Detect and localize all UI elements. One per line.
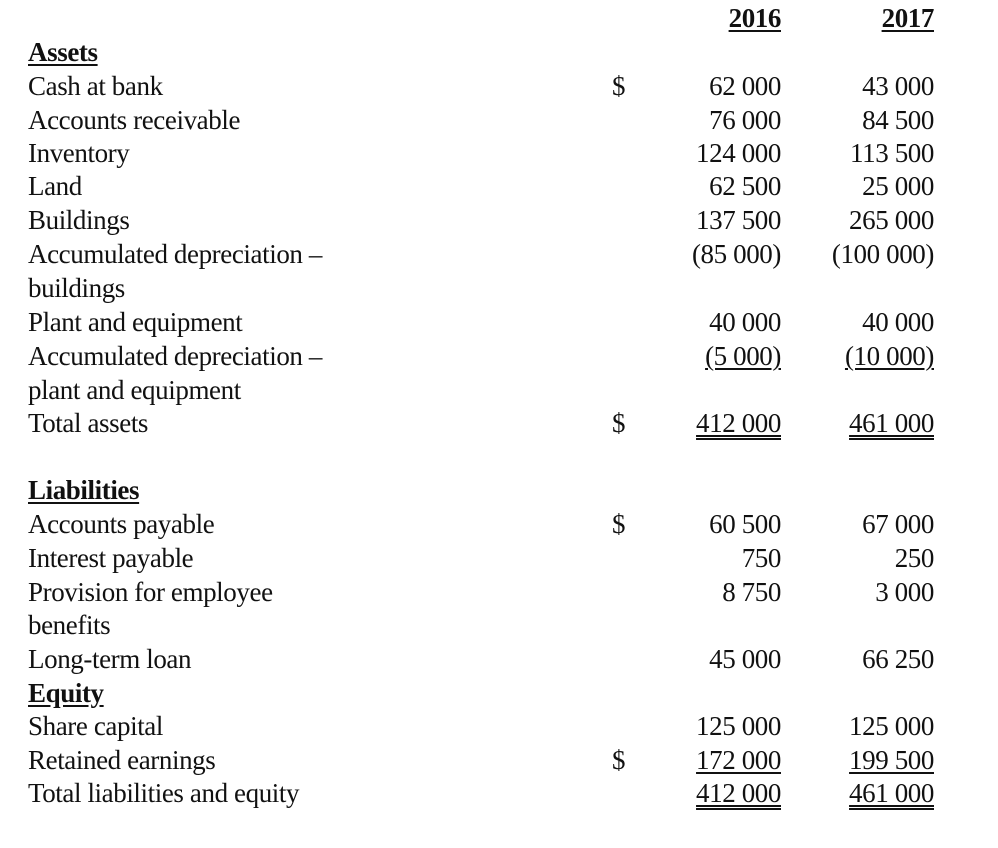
inventory-2017: 113 500	[850, 138, 934, 168]
acc-dep-plant-label-1: Accumulated depreciation –	[28, 341, 322, 371]
acc-dep-plant-2016: (5 000)	[705, 341, 781, 371]
liabilities-heading: Liabilities	[28, 475, 140, 505]
buildings-2016: 137 500	[696, 205, 781, 235]
payable-currency: $	[612, 509, 626, 539]
loan-2016: 45 000	[709, 644, 781, 674]
acc-dep-plant-2017: (10 000)	[844, 341, 934, 371]
share-capital-2016: 125 000	[696, 711, 781, 741]
total-liab-equity-label: Total liabilities and equity	[28, 778, 300, 808]
total-liab-equity-2017: 461 000	[849, 778, 934, 808]
year-2017-header: 2017	[881, 3, 934, 33]
retained-2017: 199 500	[849, 745, 934, 775]
plant-label: Plant and equipment	[28, 307, 243, 337]
total-assets-currency: $	[612, 408, 626, 438]
acc-dep-buildings-2016: (85 000)	[691, 239, 781, 269]
provision-label-2: benefits	[28, 610, 111, 640]
acc-dep-buildings-label-1: Accumulated depreciation –	[28, 239, 322, 269]
retained-2016: 172 000	[696, 745, 781, 775]
payable-2017: 67 000	[862, 509, 934, 539]
inventory-2016: 124 000	[696, 138, 781, 168]
interest-2016: 750	[741, 543, 781, 573]
cash-2017: 43 000	[862, 71, 934, 101]
land-2016: 62 500	[709, 171, 781, 201]
retained-label: Retained earnings	[28, 745, 216, 775]
loan-label: Long-term loan	[28, 644, 192, 674]
assets-heading: Assets	[28, 37, 98, 67]
land-2017: 25 000	[862, 171, 934, 201]
total-liab-equity-2016: 412 000	[696, 778, 781, 808]
interest-label: Interest payable	[28, 543, 194, 573]
cash-label: Cash at bank	[28, 71, 163, 101]
plant-2017: 40 000	[862, 307, 934, 337]
receivable-label: Accounts receivable	[28, 105, 241, 135]
payable-label: Accounts payable	[28, 509, 215, 539]
receivable-2017: 84 500	[862, 105, 934, 135]
plant-2016: 40 000	[709, 307, 781, 337]
receivable-2016: 76 000	[709, 105, 781, 135]
payable-2016: 60 500	[709, 509, 781, 539]
provision-label-1: Provision for employee	[28, 577, 273, 607]
acc-dep-buildings-label-2: buildings	[28, 273, 125, 303]
total-assets-2017: 461 000	[849, 408, 934, 438]
land-label: Land	[28, 171, 82, 201]
provision-2016: 8 750	[722, 577, 781, 607]
loan-2017: 66 250	[862, 644, 934, 674]
total-assets-label: Total assets	[28, 408, 149, 438]
cash-currency: $	[612, 71, 626, 101]
buildings-label: Buildings	[28, 205, 130, 235]
acc-dep-buildings-2017: (100 000)	[831, 239, 934, 269]
interest-2017: 250	[894, 543, 934, 573]
acc-dep-plant-label-2: plant and equipment	[28, 375, 241, 405]
share-capital-2017: 125 000	[849, 711, 934, 741]
share-capital-label: Share capital	[28, 711, 163, 741]
total-assets-2016: 412 000	[696, 408, 781, 438]
cash-2016: 62 000	[709, 71, 781, 101]
provision-2017: 3 000	[875, 577, 934, 607]
equity-heading: Equity	[28, 678, 104, 708]
retained-currency: $	[612, 745, 626, 775]
inventory-label: Inventory	[28, 138, 130, 168]
year-2016-header: 2016	[728, 3, 781, 33]
buildings-2017: 265 000	[849, 205, 934, 235]
